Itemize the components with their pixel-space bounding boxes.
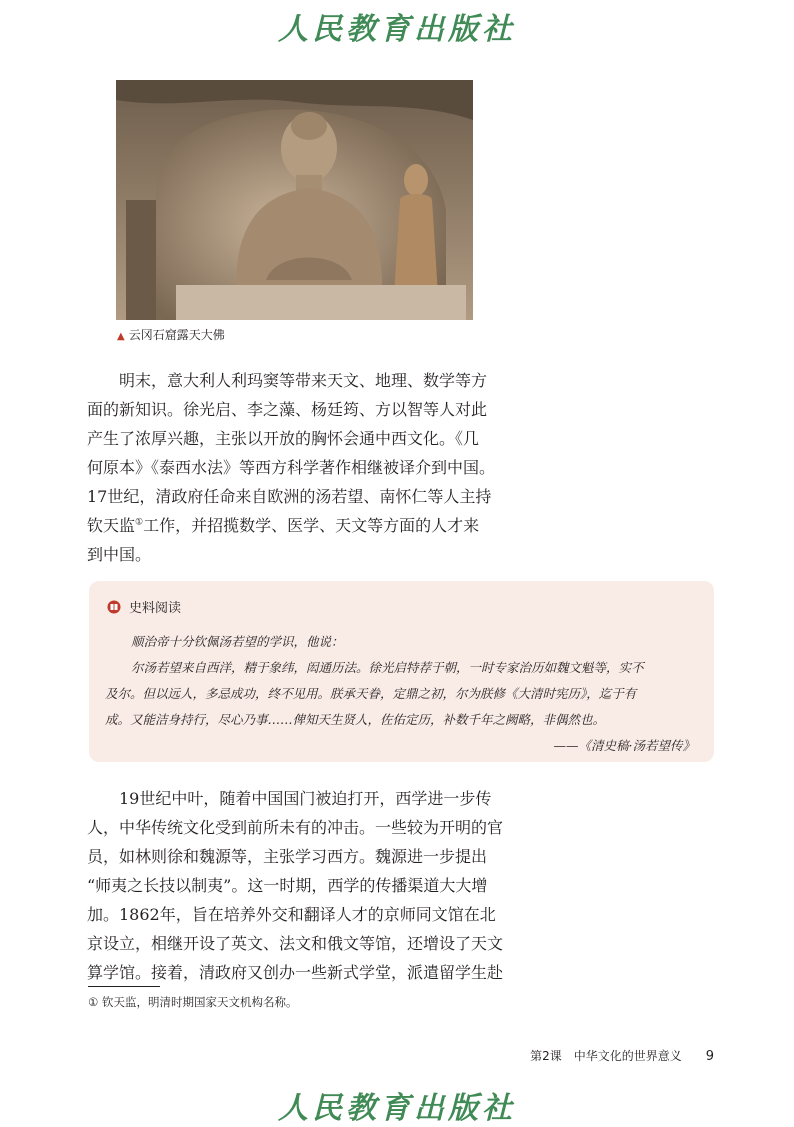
text-line: 产生了浓厚兴趣，主张以开放的胸怀会通中西文化。《几 bbox=[87, 429, 480, 448]
text-line bbox=[87, 511, 503, 540]
yungang-buddha-photo bbox=[116, 80, 473, 320]
quote-line: 尔汤若望来自西洋，精于象纬，闳通历法。徐光启特荐于朝，一时专家治历如魏文魁等，实不 bbox=[131, 660, 644, 675]
reading-box-header bbox=[107, 597, 181, 616]
reading-box-title: 史料阅读 bbox=[129, 601, 182, 616]
text-line: 京设立，相继开设了英文、法文和俄文等馆，还增设了天文 bbox=[87, 934, 504, 953]
text-line: 何原本》《泰西水法》等西方科学著作相继被译介到中国。 bbox=[87, 458, 496, 477]
quote-source: ——《清史稿·汤若望传》 bbox=[553, 738, 695, 753]
text-line: 19世纪中叶，随着中国国门被迫打开，西学进一步传 bbox=[119, 789, 492, 808]
reading-intro: 顺治帝十分钦佩汤若望的学识，他说： bbox=[131, 634, 344, 649]
historical-reading-box bbox=[89, 581, 714, 762]
text-line: 17世纪，清政府任命来自欧洲的汤若望、南怀仁等人主持 bbox=[87, 487, 492, 506]
figure-caption bbox=[117, 326, 225, 343]
text-line: 人，中华传统文化受到前所未有的冲击。一些较为开明的官 bbox=[87, 818, 504, 837]
book-icon bbox=[107, 600, 121, 614]
footnote-divider bbox=[88, 986, 160, 987]
page-number: 9 bbox=[705, 1049, 714, 1064]
text-line: 算学馆。接着，清政府又创办一些新式学堂，派遣留学生赴 bbox=[87, 963, 504, 982]
quote-line: 成。又能洁身持行，尽心乃事……俾知天生贤人，佐佑定历，补数千年之阙略，非偶然也。 bbox=[105, 712, 606, 727]
text-line: 明末，意大利人利玛窦等带来天文、地理、数学等方 bbox=[119, 371, 488, 390]
quote-line: 及尔。但以远人，多忌成功，终不见用。朕承天眷，定鼎之初，尔为朕修《大清时宪历》，迄于有 bbox=[105, 686, 637, 701]
footnote-marker: ① bbox=[135, 517, 144, 528]
publisher-logo-top: 人民教育出版社 bbox=[278, 12, 516, 47]
buddha-photo-illustration bbox=[116, 80, 473, 320]
page-footer bbox=[530, 1047, 714, 1064]
text-line: 加。1862年，旨在培养外交和翻译人才的京师同文馆在北 bbox=[87, 905, 496, 924]
text-line: “师夷之长技以制夷”。这一时期，西学的传播渠道大大增 bbox=[87, 876, 488, 895]
text-line: 员，如林则徐和魏源等，主张学习西方。魏源进一步提出 bbox=[87, 847, 488, 866]
publisher-logo-bottom: 人民教育出版社 bbox=[278, 1091, 516, 1126]
paragraph-ming-western-learning bbox=[87, 366, 503, 569]
lesson-title: 第2课 中华文化的世界意义 bbox=[530, 1049, 682, 1063]
text-line: 面的新知识。徐光启、李之藻、杨廷筠、方以智等人对此 bbox=[87, 400, 488, 419]
text-line: 到中国。 bbox=[87, 545, 152, 564]
caption-triangle-icon: ▲ bbox=[117, 331, 125, 342]
caption-text: 云冈石窟露天大佛 bbox=[128, 328, 225, 342]
footnote: ① 钦天监，明清时期国家天文机构名称。 bbox=[88, 995, 298, 1009]
paragraph-19th-century-western-learning bbox=[87, 784, 503, 987]
reading-box-body bbox=[105, 629, 699, 759]
text-fragment: 钦天监 bbox=[87, 516, 136, 535]
text-fragment: 工作，并招揽数学、医学、天文等方面的人才来 bbox=[143, 516, 480, 535]
